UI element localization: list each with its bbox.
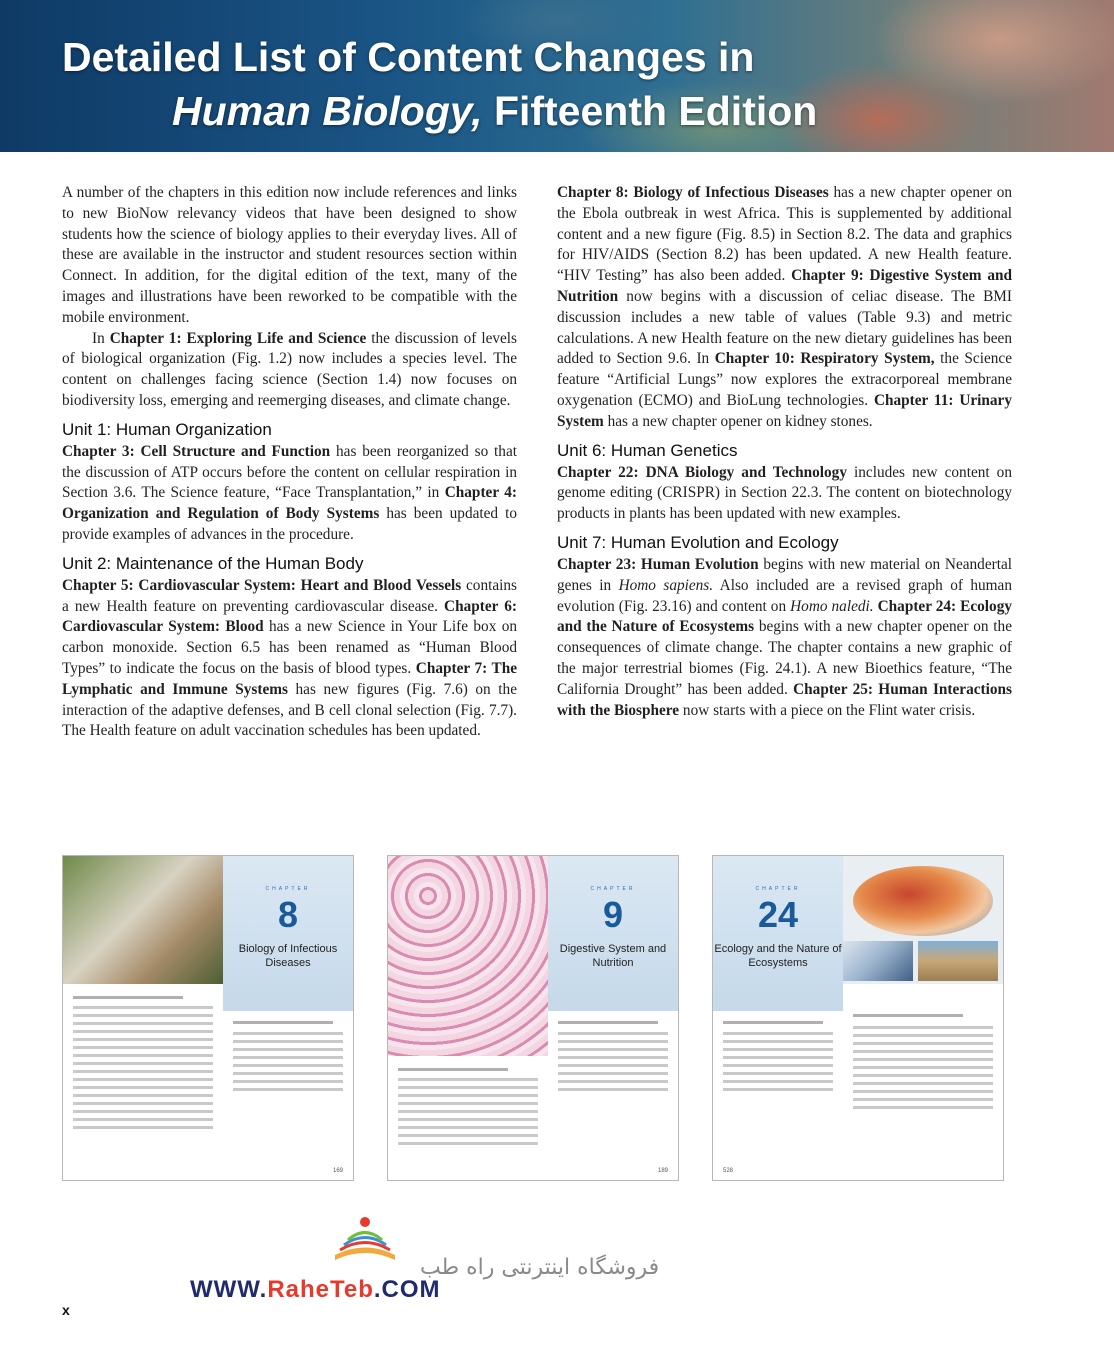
unit6-heading: Unit 6: Human Genetics (557, 440, 738, 460)
unit1-paragraph: Chapter 3: Cell Structure and Function has been reorganized so that the discussion of ATP occurs before the content on cellular respiration in Section 3.6. The Science feature, “Face Transplantation,” in Chapter 4: Organization and Regulation of Body Systems has been updated to provide examples of advances in the procedure. (62, 442, 518, 543)
chapters-8-11-paragraph: Chapter 8: Biology of Infectious Diseases has a new chapter opener on the Ebola outbreak in west Africa. This is supplemented by additional content and a new figure (Fig. 8.5) in Section 8.2. The data and graphics for HIV/AIDS (Section 8.2) has been updated. A new Health feature. “HIV Testing” has also been added. Chapter 9: Digestive System and Nutrition now begins with a discussion of celiac disease. The BMI discussion includes a new table of values (Table 9.3) and metric calculations. A new Health feature on the new dietary guidelines has been added to Section 9.6. In Chapter 10: Respiratory System, the Science feature “Artificial Lungs” now explores the extracorporeal membrane oxygenation (ECMO) and BioLung technologies. Chapter 11: Urinary System has a new chapter opener on kidney stones. (557, 184, 1013, 430)
left-column (62, 183, 517, 742)
page-number: 189 (657, 1168, 668, 1174)
unit6-paragraph: Chapter 22: DNA Biology and Technology includes new content on genome editing (CRISPR) in Section 22.3. The content on biotechnology products in plants has been updated with new examples. (557, 463, 1012, 523)
unit7-paragraph: Chapter 23: Human Evolution begins with new material on Neandertal genes in Homo sapiens. Also included are a revised graph of human evolution (Fig. 23.16) and content on Homo naledi. Chapter 24: Ecology and the Nature of Ecosystems begins with a new chapter opener on the consequences of climate change. The chapter contains a new graphic of the major terrestrial biomes (Fig. 24.1). A new Bioethics feature, “The California Drought” has been added. Chapter 25: Human Interactions with the Biosphere now starts with a piece on the Flint water crisis. (557, 555, 1012, 719)
watermark-url: WWW.RaheTeb.COM (190, 1276, 441, 1303)
tissue-micrograph (388, 856, 548, 1056)
chapter-panel: CHAPTER 8 Biology of Infectious Diseases (223, 856, 353, 1011)
chapter-opener-thumbnails (62, 855, 1022, 1185)
page-number: 169 (332, 1168, 343, 1174)
chapter-8-thumbnail (62, 855, 354, 1181)
unit2-paragraph: Chapter 5: Cardiovascular System: Heart and Blood Vessels contains a new Health feature on preventing cardiovascular disease. Chapter 6: Cardiovascular System: Blood has a new Science in Your Life box on carbon monoxide. Section 6.5 has been renamed as “Human Blood Types” to indicate the focus on the basis of blood types. Chapter 7: The Lymphatic and Immune Systems has new figures (Fig. 7.6) on the interaction of the adaptive defenses, and B cell clonal selection (Fig. 7.7). The Health feature on adult vaccination schedules has been updated. (62, 576, 517, 740)
title-line-2-rest: Fifteenth Edition (482, 88, 818, 134)
chapter-24-thumbnail (712, 855, 1004, 1181)
title-line-1: Detailed List of Content Changes in (62, 34, 755, 80)
page-number: 528 (723, 1168, 734, 1174)
header-banner (0, 0, 1114, 152)
chapter-9-thumbnail (387, 855, 679, 1181)
chapter-panel: CHAPTER 24 Ecology and the Nature of Ecosystems (713, 856, 843, 1011)
watermark-persian: فروشگاه اینترنتی راه طب (420, 1255, 660, 1280)
page-title (62, 30, 1062, 138)
chapter1-paragraph: In Chapter 1: Exploring Life and Science the discussion of levels of biological organization (Fig. 1.2) now includes a species level. The content on challenges facing science (Section 1.4) now focuses on biodiversity loss, emerging and reemerging diseases, and climate change. (62, 329, 517, 409)
book-logo-icon (330, 1210, 400, 1270)
unit1-heading: Unit 1: Human Organization (62, 419, 272, 439)
page-number: x (62, 1302, 70, 1318)
intro-paragraph: A number of the chapters in this edition now include references and links to new BioNow relevancy videos that have been designed to show students how the science of biology applies to their everyday lives. All of these are available in the instructor and student resources section within Connect. In addition, for the digital edition of the text, many of the images and illustrations have been reworked to be compatible with the mobile environment. (62, 184, 517, 326)
right-column (557, 183, 1012, 721)
unit7-heading: Unit 7: Human Evolution and Ecology (557, 532, 839, 552)
chapter-panel: CHAPTER 9 Digestive System and Nutrition (548, 856, 678, 1011)
unit2-heading: Unit 2: Maintenance of the Human Body (62, 553, 364, 573)
title-italic: Human Biology, (172, 88, 483, 134)
ebola-photo (63, 856, 223, 984)
